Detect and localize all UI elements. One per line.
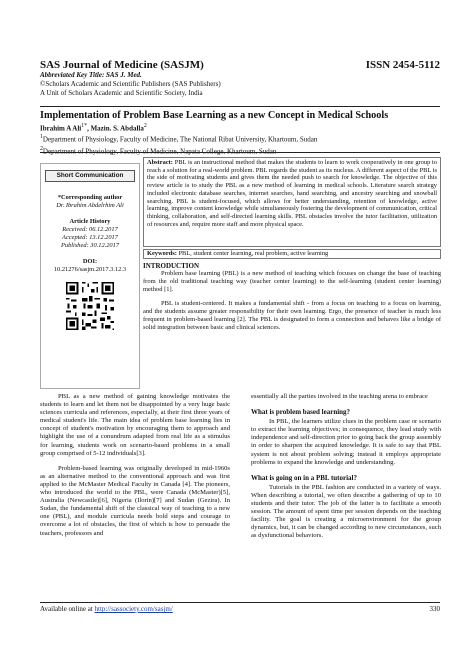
affiliation-2: Department of Physiology, Faculty of Medicine, Napata College, Khartoum, Sudan bbox=[42, 146, 277, 155]
body-column-right bbox=[251, 393, 441, 548]
journal-header bbox=[40, 59, 440, 98]
published-date: Published: 30.12.2017 bbox=[60, 242, 120, 249]
abstract-box bbox=[143, 157, 441, 247]
affiliation-1: Department of Physiology, Faculty of Medicine, The National Ribat University, Khartoum, Sudan bbox=[42, 135, 318, 144]
header-rule bbox=[40, 106, 440, 107]
abbrev-title: Abbreviated Key Title: SAS J. Med. bbox=[40, 71, 142, 79]
section-heading: What is going on in a PBL tutorial? bbox=[251, 473, 357, 482]
body-paragraph: PBL as a new method of gaining knowledge motivates the students to learn and let them not be disappointed by a very huge basic sciences curricula and references, especially, at their first three years of medical student's life. The main idea of problem base learning lies in concept of student's motivation by encouraging them to approach and highlight the use of a conundrum adapted from real life as a stimulus for learning, students work on scenario-based problems in a small group comprised of 5-12 individuals[3]. bbox=[40, 393, 230, 457]
section-heading: What is problem based learning? bbox=[251, 408, 351, 417]
article-info-box bbox=[40, 163, 140, 389]
keywords-box bbox=[143, 249, 441, 259]
body-paragraph: essentially all the parties involved in the teaching arena to embrace bbox=[251, 393, 428, 400]
article-type-badge: Short Communication bbox=[45, 170, 135, 182]
history-label: Article History bbox=[69, 218, 111, 225]
page-footer bbox=[40, 602, 440, 613]
abstract-text: PBL is an instructional method that makes the students to learn to work cooperatively in one group to reach a solution for a real-world problem. PBL regards the student as its nucleus. A different aspect of the PBL is the side of motivating students and gives them the needed push to search for knowledge. The objective of this review article is to study the PBL as a new method of learning in medical schools. Literature search strategy included electronic database searches, internet searches, hand searching, and ancestry searching and snowball searching. PBL is student-focused, which allows for better understanding, retention of knowledge, active learning, improve content knowledge while simultaneously fostering the development of communication, critical thinking, collaboration, and self-directed learning skills. PBL obstacles involve the tutor facilitation, utilization of resources and, require more staff and more physical space. bbox=[147, 159, 438, 228]
body-paragraph: Tutorials in the PBL fashion are conducted in a variety of ways. When describing a tutorial, we often describe a gathering of up to 10 students and their tutor. The job of the latter is to facilitate a smooth session. The amount of spent time per session depends on the teaching facility. The goal is creating a microenvironment for the group dynamics, but, it can be changed according to new circumstances, such as dysfunctional behaviors. bbox=[251, 483, 441, 540]
issn: ISSN 2454-5112 bbox=[365, 59, 440, 71]
corresponding-label: *Corresponding author bbox=[57, 194, 123, 201]
intro-paragraph-1: Problem base learning (PBL) is a new method of teaching which focuses on change the base of teaching from the old traditional teaching way (teacher center learning) to the self-learning (student center learning) method [1]. bbox=[143, 270, 441, 293]
copyright-line: ©Scholars Academic and Scientific Publishers (SAS Publishers) bbox=[40, 80, 221, 88]
doi-label: DOI: bbox=[82, 258, 98, 265]
unit-line: A Unit of Scholars Academic and Scientific Society, India bbox=[40, 89, 203, 97]
body-paragraph: In PBL, the learners utilize clues in the problem case or scenario to extract the learning objectives; in consequence, they lead study with independence and self-direction prior to going back the group assembly in order to sharpen the acquired knowledge. It is safe to say that PBL system is not about problem solving; instead it employs appropriate problems to expand the knowledge and understanding. bbox=[251, 418, 441, 466]
abstract-label: Abstract: bbox=[147, 159, 173, 166]
keywords-label: Keywords: bbox=[147, 250, 177, 257]
author-1-sup: 1* bbox=[81, 123, 88, 129]
body-paragraph: Problem-based learning was originally developed in mid-1960s as an alternative method to the conventional approach and was first applied to the McMaster Medical Faculty in Canada [4]. The pioneers, who introduced the world to the PBL, were Canada (McMaster)[5], Australia (Newcastle)[6], Nigeria (Ilorin)[7] and Sudan (Gezira). In Sudan, the fundamental shift of the classical way of teaching to a new one (PBL), and module curricula needs bold steps and courage to overcome a lot of obstacles, the first of which is how to persuade the teachers, professors and bbox=[40, 464, 230, 537]
accepted-date: Accepted: 13.12.2017 bbox=[62, 234, 118, 241]
author-rule bbox=[40, 152, 440, 153]
author-2-sup: 2 bbox=[143, 123, 147, 129]
journal-link[interactable]: http://sassociety.com/sasjm/ bbox=[94, 605, 173, 613]
qr-code-icon[interactable] bbox=[64, 280, 116, 332]
author-2: Mazin. S. Abdalla bbox=[90, 124, 144, 133]
introduction-heading: INTRODUCTION bbox=[143, 262, 200, 270]
doi-value: 10.21276/sasjm.2017.3.12.3 bbox=[53, 266, 127, 273]
received-date: Received: 06.12.2017 bbox=[62, 226, 118, 233]
page-number: 330 bbox=[429, 605, 440, 613]
footer-available: Available online at bbox=[40, 605, 95, 613]
corresponding-name: Dr. Ibrahim Abdelrhim Ali bbox=[56, 202, 124, 209]
introduction-section bbox=[143, 262, 441, 338]
body-column-left bbox=[40, 393, 230, 545]
journal-title: SAS Journal of Medicine (SASJM) bbox=[40, 59, 204, 71]
keywords-text: PBL, student center learning, real problem, active learning bbox=[178, 250, 329, 257]
article-title: Implementation of Problem Base Learning as a new Concept in Medical Schools bbox=[40, 110, 389, 121]
author-1: Ibrahim A Ali bbox=[40, 124, 82, 133]
intro-paragraph-2: PBL is student-centered. It makes a fundamental shift - from a focus on teaching to a focus on learning, and the students assume greater responsibility for their own learning. Ergo, the presence of teacher is much less frequent in problem-based learning [2]. The PBL is designated to form a connection and behaves like a bridge of solid integration between basic and clinical sciences. bbox=[143, 300, 441, 331]
author-block: Ibrahim A Ali$^{1*}$, Mazin. S. Abdalla$^2$ $^1$Department of Physiology, Faculty of Medicine, The National Ribat University, Khartoum, Sudan $^2$Department of Physiology, Faculty of Medicine, Napata College, Khartoum, Sudan bbox=[40, 123, 318, 155]
